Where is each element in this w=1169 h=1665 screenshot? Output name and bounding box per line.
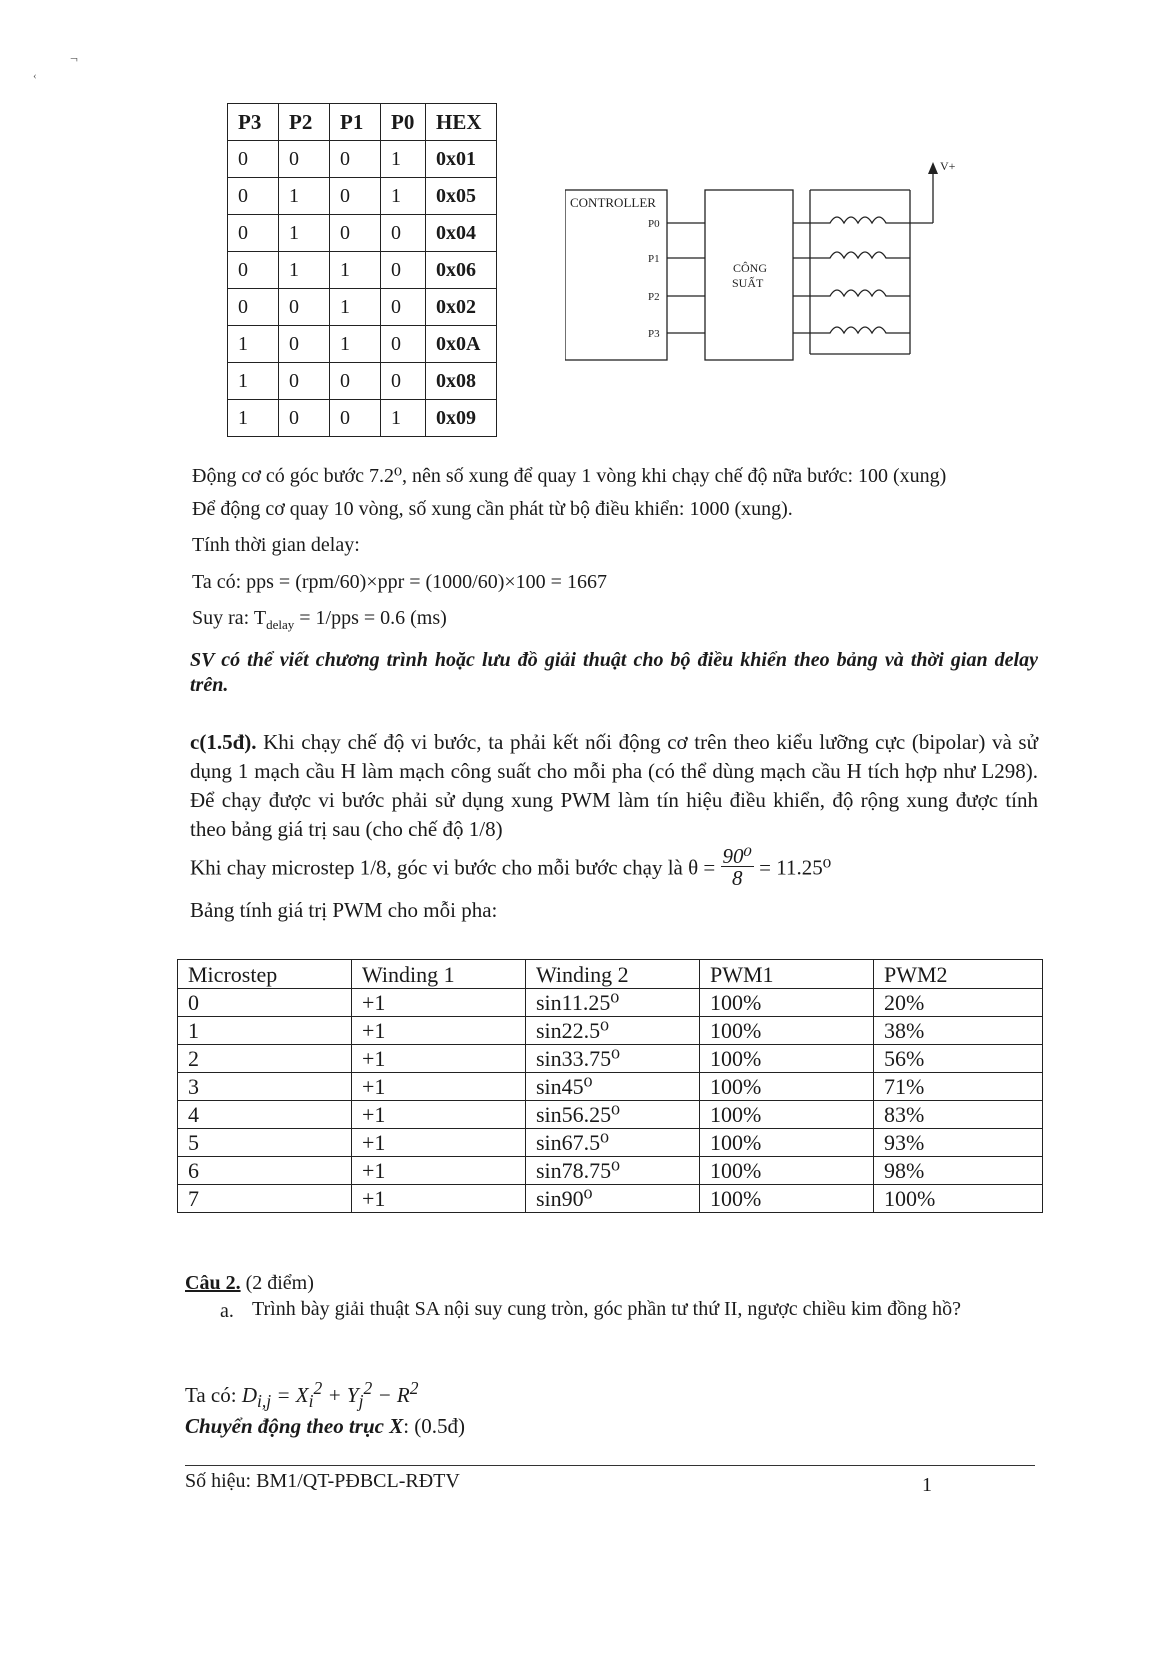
fraction-denominator: 8 bbox=[731, 866, 743, 890]
table-cell: +1 bbox=[352, 1157, 526, 1185]
table-cell: sin90⁰ bbox=[526, 1185, 700, 1213]
table-cell: 100% bbox=[700, 989, 874, 1017]
table-cell: 93% bbox=[874, 1129, 1043, 1157]
hex-cell: 0x06 bbox=[426, 252, 497, 289]
pin-label-p3: P3 bbox=[648, 328, 660, 340]
table-row bbox=[228, 178, 497, 215]
table-cell: 0 bbox=[330, 141, 381, 178]
controller-label: CONTROLLER bbox=[570, 195, 656, 210]
table-cell: 0 bbox=[330, 400, 381, 437]
scan-mark: ¬ bbox=[70, 52, 78, 67]
table-cell: +1 bbox=[352, 1185, 526, 1213]
table-cell: 3 bbox=[178, 1073, 352, 1101]
table-cell: 4 bbox=[178, 1101, 352, 1129]
table-row bbox=[228, 215, 497, 252]
section-c-label: c(1.5đ). bbox=[190, 730, 257, 754]
table-cell: 1 bbox=[330, 252, 381, 289]
list-marker: a. bbox=[220, 1300, 234, 1322]
text-line: Động cơ có góc bước 7.2⁰, nên số xung để quay 1 vòng khi chạy chế độ nữa bước: 100 (xung) bbox=[192, 465, 947, 487]
header-cell: PWM1 bbox=[700, 960, 874, 989]
table-cell: 0 bbox=[279, 141, 330, 178]
table-cell: 0 bbox=[279, 289, 330, 326]
table-cell: 0 bbox=[381, 289, 426, 326]
hex-cell: 0x0A bbox=[426, 326, 497, 363]
table-cell: 1 bbox=[228, 400, 279, 437]
table-cell: 0 bbox=[279, 363, 330, 400]
power-stage-label: CÔNG bbox=[733, 261, 768, 275]
table-cell: 100% bbox=[874, 1185, 1043, 1213]
table-cell: 0 bbox=[228, 141, 279, 178]
table-cell: 0 bbox=[279, 400, 330, 437]
text-line: Ta có: pps = (rpm/60)×ppr = (1000/60)×100 = 1667 bbox=[192, 571, 607, 593]
table-row bbox=[178, 1185, 1043, 1213]
subscript: delay bbox=[266, 617, 295, 632]
header-cell: P1 bbox=[330, 104, 381, 141]
table-cell: 1 bbox=[279, 178, 330, 215]
table-cell: 100% bbox=[700, 1101, 874, 1129]
hex-cell: 0x08 bbox=[426, 363, 497, 400]
text-fragment: Khi chay microstep 1/8, góc vi bước cho mỗi bước chạy là θ = bbox=[190, 855, 716, 880]
table-cell: 56% bbox=[874, 1045, 1043, 1073]
microstep-angle-line bbox=[190, 844, 832, 891]
motion-line bbox=[185, 1414, 465, 1439]
table-cell: 1 bbox=[381, 400, 426, 437]
table-cell: 7 bbox=[178, 1185, 352, 1213]
table-cell: sin67.5⁰ bbox=[526, 1129, 700, 1157]
table-cell: 0 bbox=[330, 178, 381, 215]
pwm-table bbox=[177, 959, 1043, 1213]
pwm-intro: Bảng tính giá trị PWM cho mỗi pha: bbox=[190, 898, 498, 922]
table-row bbox=[228, 141, 497, 178]
text-fragment: Ta có: bbox=[185, 1383, 242, 1407]
arrow-up-icon bbox=[928, 162, 938, 174]
text-line: Để động cơ quay 10 vòng, số xung cần phát từ bộ điều khiển: 1000 (xung). bbox=[192, 498, 793, 520]
table-cell: 0 bbox=[381, 363, 426, 400]
pin-wires bbox=[667, 223, 705, 333]
table-cell: 0 bbox=[228, 215, 279, 252]
table-cell: 1 bbox=[381, 178, 426, 215]
table-cell: 0 bbox=[228, 289, 279, 326]
table-cell: +1 bbox=[352, 1045, 526, 1073]
table-row bbox=[228, 400, 497, 437]
table-cell: 0 bbox=[178, 989, 352, 1017]
table-cell: sin22.5⁰ bbox=[526, 1017, 700, 1045]
table-cell: +1 bbox=[352, 1129, 526, 1157]
page-number: 1 bbox=[922, 1474, 932, 1496]
hex-cell: 0x05 bbox=[426, 178, 497, 215]
hex-cell: 0x02 bbox=[426, 289, 497, 326]
table-cell: 100% bbox=[700, 1185, 874, 1213]
student-note: SV có thể viết chương trình hoặc lưu đồ giải thuật cho bộ điều khiển theo bảng và thời gian delay trên. bbox=[190, 649, 1038, 696]
header-cell: Winding 2 bbox=[526, 960, 700, 989]
header-cell: PWM2 bbox=[874, 960, 1043, 989]
motor-coils bbox=[793, 172, 933, 354]
table-row bbox=[178, 1129, 1043, 1157]
table-cell: sin78.75⁰ bbox=[526, 1157, 700, 1185]
scan-mark: ‹ bbox=[33, 70, 37, 82]
table-cell: +1 bbox=[352, 1101, 526, 1129]
table-cell: 0 bbox=[228, 252, 279, 289]
fraction-numerator: 90⁰ bbox=[722, 844, 752, 868]
question-2-heading bbox=[185, 1272, 314, 1295]
power-stage-label: SUẤT bbox=[732, 276, 764, 290]
table-cell: 1 bbox=[330, 289, 381, 326]
table-cell: 1 bbox=[330, 326, 381, 363]
table-cell: 0 bbox=[228, 178, 279, 215]
table-cell: +1 bbox=[352, 1017, 526, 1045]
table-cell: 1 bbox=[228, 363, 279, 400]
table-cell: 100% bbox=[700, 1073, 874, 1101]
table-cell: 0 bbox=[330, 215, 381, 252]
table-cell: 0 bbox=[381, 215, 426, 252]
table-cell: 98% bbox=[874, 1157, 1043, 1185]
motion-label: Chuyển động theo trục X bbox=[185, 1414, 404, 1438]
section-c-paragraph bbox=[190, 728, 1038, 844]
hex-cell: 0x01 bbox=[426, 141, 497, 178]
table-cell: sin11.25⁰ bbox=[526, 989, 700, 1017]
table-cell: 5 bbox=[178, 1129, 352, 1157]
table-row bbox=[178, 989, 1043, 1017]
text-fragment: = 11.25⁰ bbox=[759, 855, 832, 880]
table-cell: 83% bbox=[874, 1101, 1043, 1129]
table-row bbox=[228, 363, 497, 400]
table-cell: 100% bbox=[700, 1157, 874, 1185]
document-code: Số hiệu: BM1/QT-PĐBCL-RĐTV bbox=[185, 1470, 460, 1492]
table-cell: 1 bbox=[228, 326, 279, 363]
fraction bbox=[721, 846, 754, 889]
table-row bbox=[178, 1073, 1043, 1101]
table-row bbox=[178, 1101, 1043, 1129]
table-cell: sin33.75⁰ bbox=[526, 1045, 700, 1073]
table-cell: 20% bbox=[874, 989, 1043, 1017]
pin-label-p0: P0 bbox=[648, 218, 660, 230]
power-stage-box bbox=[705, 190, 793, 360]
table-cell: 0 bbox=[381, 252, 426, 289]
header-cell: Microstep bbox=[178, 960, 352, 989]
table-cell: 71% bbox=[874, 1073, 1043, 1101]
table-cell: 6 bbox=[178, 1157, 352, 1185]
header-cell: P3 bbox=[228, 104, 279, 141]
hex-cell: 0x04 bbox=[426, 215, 497, 252]
formula-line bbox=[185, 1378, 418, 1412]
table-cell: 0 bbox=[330, 363, 381, 400]
table-cell: 1 bbox=[381, 141, 426, 178]
table-row bbox=[178, 1017, 1043, 1045]
text-line bbox=[192, 607, 447, 633]
table-cell: 1 bbox=[279, 215, 330, 252]
text-fragment: Suy ra: T bbox=[192, 607, 267, 629]
table-cell: 100% bbox=[700, 1129, 874, 1157]
question-2a-text: Trình bày giải thuật SA nội suy cung tròn, góc phần tư thứ II, ngược chiều kim đồng hồ? bbox=[252, 1298, 961, 1320]
question-title: Câu 2. bbox=[185, 1272, 241, 1294]
supply-label: V+ bbox=[940, 160, 956, 173]
hex-cell: 0x09 bbox=[426, 400, 497, 437]
motion-points: : (0.5đ) bbox=[403, 1414, 466, 1438]
pin-label-p1: P1 bbox=[648, 253, 660, 265]
table-cell: 38% bbox=[874, 1017, 1043, 1045]
text-line: Tính thời gian delay: bbox=[192, 534, 360, 556]
table-row bbox=[228, 289, 497, 326]
table-cell: 1 bbox=[178, 1017, 352, 1045]
table-cell: 100% bbox=[700, 1045, 874, 1073]
formula: $D_{i,j} = X_i^2 + Y_j^2 - R^2$ bbox=[241, 1378, 419, 1412]
header-cell: HEX bbox=[426, 104, 497, 141]
text-fragment: = 1/pps = 0.6 (ms) bbox=[294, 607, 447, 629]
header-cell: P2 bbox=[279, 104, 330, 141]
table-cell: 0 bbox=[279, 326, 330, 363]
table-cell: 0 bbox=[381, 326, 426, 363]
table-header-row bbox=[178, 960, 1043, 989]
table-row bbox=[228, 326, 497, 363]
table-cell: 100% bbox=[700, 1017, 874, 1045]
question-points: (2 điểm) bbox=[240, 1272, 314, 1294]
table-cell: +1 bbox=[352, 1073, 526, 1101]
section-c-body: Khi chạy chế độ vi bước, ta phải kết nối động cơ trên theo kiểu lưỡng cực (bipolar) và sử dụng 1 mạch cầu H làm mạch công suất cho mỗi pha (có thể dùng mạch cầu H tích hợp như L298). Để chạy được vi bước phải sử dụng xung PWM làm tín hiệu điều khiển, độ rộng xung được tính theo bảng giá trị sau (cho chế độ 1/8) bbox=[190, 730, 1038, 841]
table-row bbox=[178, 1045, 1043, 1073]
header-cell: P0 bbox=[381, 104, 426, 141]
table-cell: 2 bbox=[178, 1045, 352, 1073]
stepper-wiring-diagram bbox=[565, 160, 965, 370]
header-cell: Winding 1 bbox=[352, 960, 526, 989]
footer-divider bbox=[185, 1465, 1035, 1466]
pin-label-p2: P2 bbox=[648, 291, 660, 303]
table-cell: 1 bbox=[279, 252, 330, 289]
table-header-row bbox=[228, 104, 497, 141]
step-sequence-table bbox=[227, 103, 497, 437]
table-cell: sin56.25⁰ bbox=[526, 1101, 700, 1129]
table-cell: sin45⁰ bbox=[526, 1073, 700, 1101]
table-cell: +1 bbox=[352, 989, 526, 1017]
table-row bbox=[228, 252, 497, 289]
table-row bbox=[178, 1157, 1043, 1185]
